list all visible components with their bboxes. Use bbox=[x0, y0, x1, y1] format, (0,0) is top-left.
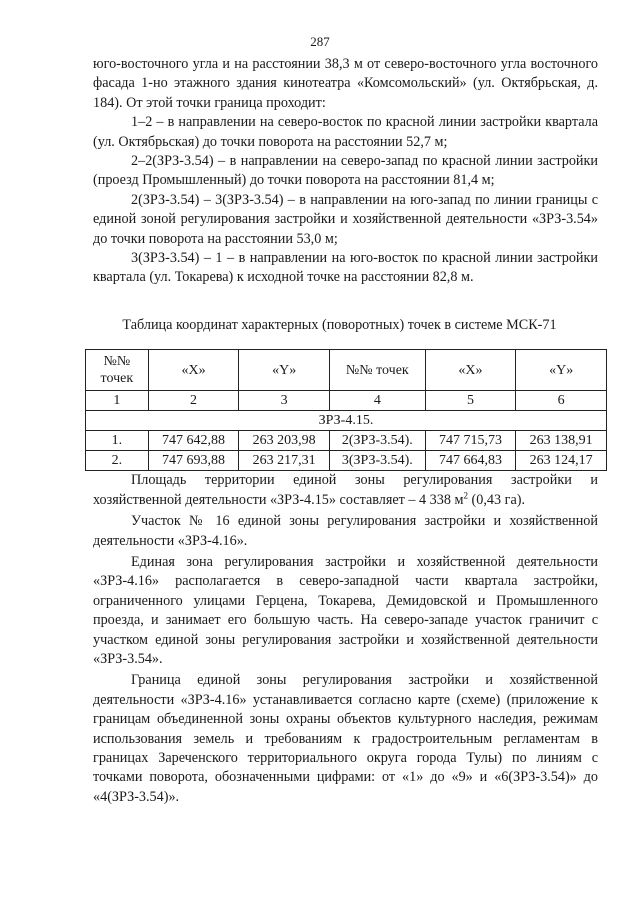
boundary-segment-zrz2-zrz3: 2(ЗРЗ-3.54) – 3(ЗРЗ-3.54) – в направлении на юго-запад по линии границы с единой зоной регулирования застройки и хозяйственной деятельности «ЗРЗ-3.54» до точки поворота на расстоянии 53,0 м; bbox=[93, 191, 598, 247]
table-row bbox=[86, 431, 607, 451]
page-number: 287 bbox=[310, 34, 330, 49]
table-cell: 263 203,98 bbox=[239, 431, 330, 451]
zone-boundary-paragraph: Граница единой зоны регулирования застройки и хозяйственной деятельности «ЗРЗ-4.16» устанавливается согласно карте (схеме) (приложение к границам объединенной зоны охраны объектов культурного наследия, режимам использования земель и требованиям к градостроительным регламентам в границах Зареченского территориального округа города Тулы) по линиям с точками поворота, обозначенными цифрами: от «1» до «9» и «6(ЗРЗ-3.54)» до «4(ЗРЗ-3.54)». bbox=[93, 672, 598, 805]
table-cell: 747 664,83 bbox=[425, 451, 516, 471]
document-body bbox=[93, 55, 598, 807]
paragraph-continuation: юго-восточного угла и на расстоянии 38,3 м от северо-восточного угла восточного фасада 1-но этажного здания кинотеатра «Комсомольский» (ул. Октябрьская, д. 184). От этой точки граница проходит: bbox=[93, 56, 598, 111]
area-text: Площадь территории единой зоны регулирования застройки и хозяйственной деятельности «ЗРЗ-4.15» составляет – 4 338 м bbox=[93, 472, 598, 508]
header-point-number-2: №№ точек bbox=[329, 350, 425, 391]
header-y-2: «Y» bbox=[516, 350, 607, 391]
boundary-segment-2-zrz: 2–2(ЗРЗ-3.54) – в направлении на северо-запад по красной линии застройки (проезд Промышленный) до точки поворота на расстоянии 81,4 м; bbox=[93, 153, 598, 189]
zone-description-paragraph: Единая зона регулирования застройки и хозяйственной деятельности «ЗРЗ-4.16» располагается в северо-западной части квартала застройки, ограниченного улицами Герцена, Токарева, Демидовской и Промышленного проезда, и занимает его большую часть. На северо-западе участок граничит с участком единой зоны регулирования застройки и хозяйственной деятельности «ЗРЗ-3.54». bbox=[93, 553, 598, 667]
boundary-segment-zrz3-1: 3(ЗРЗ-3.54) – 1 – в направлении на юго-восток по красной линии застройки квартала (ул. Токарева) к исходной точке на расстоянии 82,8 м. bbox=[93, 250, 598, 286]
table-zone-row bbox=[86, 411, 607, 431]
header-x: «X» bbox=[148, 350, 239, 391]
column-number: 2 bbox=[148, 391, 239, 411]
header-y: «Y» bbox=[239, 350, 330, 391]
header-x-2: «X» bbox=[425, 350, 516, 391]
table-cell: 3(ЗРЗ-3.54). bbox=[329, 451, 425, 471]
table-cell: 263 138,91 bbox=[516, 431, 607, 451]
table-cell: 263 124,17 bbox=[516, 451, 607, 471]
header-point-number: №№ точек bbox=[86, 350, 149, 391]
table-column-numbers-row bbox=[86, 391, 607, 411]
table-caption: Таблица координат характерных (поворотных) точек в системе МСК-71 bbox=[122, 316, 557, 333]
table-cell: 263 217,31 bbox=[239, 451, 330, 471]
column-number: 4 bbox=[329, 391, 425, 411]
table-cell: 747 715,73 bbox=[425, 431, 516, 451]
table-header-row bbox=[86, 350, 607, 391]
column-number: 5 bbox=[425, 391, 516, 411]
section-heading-16: Участок № 16 единой зоны регулирования застройки и хозяйственной деятельности «ЗРЗ-4.16». bbox=[93, 513, 598, 549]
column-number: 6 bbox=[516, 391, 607, 411]
table-cell: 2. bbox=[86, 451, 149, 471]
area-text-end: (0,43 га). bbox=[468, 491, 526, 508]
table-cell: 747 642,88 bbox=[148, 431, 239, 451]
boundary-segment-1-2: 1–2 – в направлении на северо-восток по красной линии застройки квартала (ул. Октябрьская) до точки поворота на расстоянии 52,7 м; bbox=[93, 114, 598, 150]
table-row bbox=[86, 451, 607, 471]
zone-label: ЗРЗ-4.15. bbox=[86, 411, 607, 431]
table-cell: 2(ЗРЗ-3.54). bbox=[329, 431, 425, 451]
coordinates-table bbox=[85, 349, 607, 471]
area-unit-superscript: 2 bbox=[463, 489, 468, 500]
area-paragraph bbox=[93, 471, 598, 510]
column-number: 3 bbox=[239, 391, 330, 411]
table-cell: 747 693,88 bbox=[148, 451, 239, 471]
table-cell: 1. bbox=[86, 431, 149, 451]
column-number: 1 bbox=[86, 391, 149, 411]
